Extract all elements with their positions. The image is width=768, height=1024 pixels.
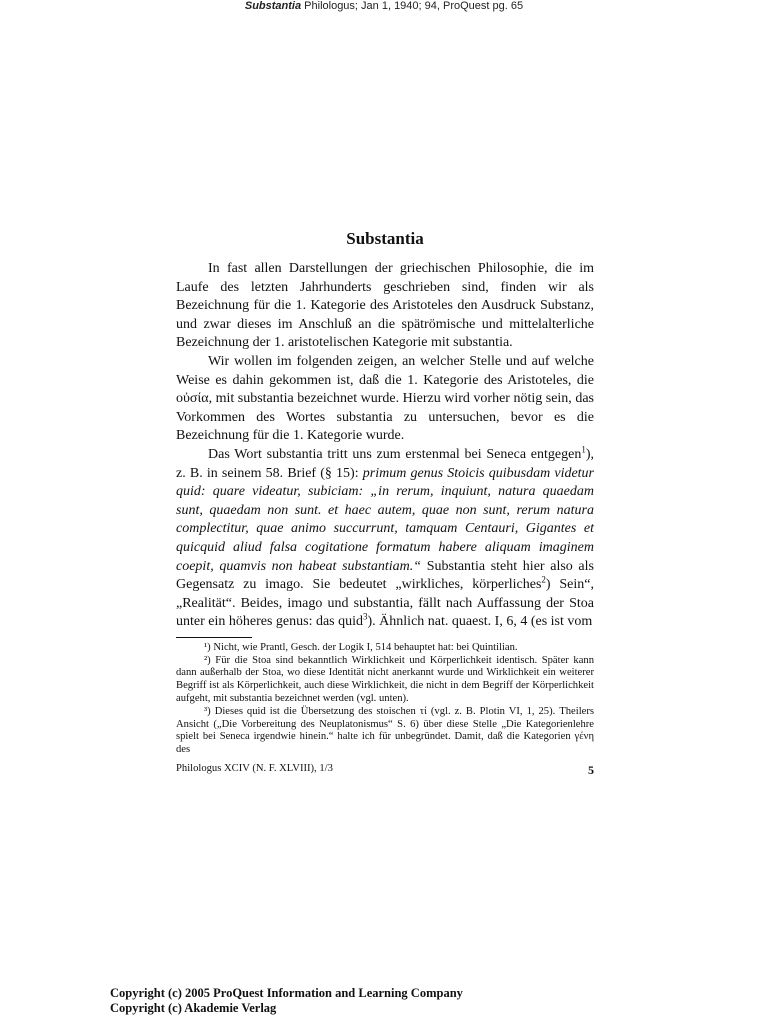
footnote-1: ¹) Nicht, wie Prantl, Gesch. der Logik I, 514 behauptet hat: bei Quintilian. [204,641,518,653]
header-title: Substantia [244,0,302,12]
page-footer [176,763,594,778]
footnote-ref-2[interactable]: 2 [541,574,546,585]
copyright-line-1: Copyright (c) 2005 ProQuest Information and Learning Company [110,986,463,1000]
header-citation: Philologus; Jan 1, 1940; 94, ProQuest pg. 65 [304,0,524,12]
copyright-notice [110,986,463,1016]
footnote-divider [176,637,252,638]
p3-text-e: ). Ähnlich nat. quaest. I, 6, 4 (es ist vom [367,614,593,630]
paragraph-1: In fast allen Darstellungen der griechischen Philosophie, die im Laufe des letzten Jahrhunderts geschrieben sind, finden wir als Bezeichnung für die 1. Kategorie des Aristoteles den Ausdruck Substanz, und zwar dieses im Anschluß an die spätrömische und mittelalterliche Bezeichnung der 1. aristotelischen Kategorie mit substantia. [176,261,594,351]
footnote-2: ²) Für die Stoa sind bekanntlich Wirklichkeit und Körperlichkeit identisch. Später kann dann außerhalb der Stoa, wo diese Identität nicht anerkannt wurde und Wirklichkeit ein weiterer Begriff ist als Körperlichkeit, auch diese Wirklichkeit, die nicht in dem Begriff der Körperlichkeit aufgeht, mit substantia bezeichnet werden (vgl. unten). [176,654,594,705]
journal-reference: Philologus XCIV (N. F. XLVIII), 1/3 [176,763,333,775]
page-number: 5 [588,763,594,778]
seneca-quote: primum genus Stoicis quibusdam videtur quid: quare videatur, subiciam: „in rerum, inquiunt, natura quaedam sunt, quaedam non sunt. et haec autem, quae non sunt, rerum natura complectitur, quae animo succurrunt, tamquam Centauri, Gigantes et quicquid aliud falsa cogitatione formatum habere aliquam imaginem coepit, quamvis non habeat substantiam.“ [176,465,595,574]
footnote-ref-3[interactable]: 3 [363,611,368,622]
p3-text-c: Substantia steht hier also als Gegensatz zu imago. Sie bedeutet „wirkliches, körperliches [176,558,594,593]
source-header [0,0,768,13]
footnote-3: ³) Dieses quid ist die Übersetzung des stoischen τί (vgl. z. B. Plotin VI, 1, 25). Theilers Ansicht („Die Vorbereitung des Neuplatonismus“ S. 6) über diese Stelle „Die Kategorienlehre spielt bei Seneca irgendwie hinein.“ halte ich für unbegründet. Damit, daß die Kategorien γένη des [176,705,594,756]
p3-text-d: ) Sein“, „Realität“. Beides, imago und substantia, fällt nach Auffassung der Stoa unter ein höheres genus: das quid [176,577,594,630]
p3-text-b: ), z. B. in seinem 58. Brief (§ 15): [176,446,594,481]
footnote-ref-1[interactable]: 1 [581,444,586,455]
p3-text-a: Das Wort substantia tritt uns zum erstenmal bei Seneca entgegen [208,446,582,462]
paragraph-3 [176,446,594,632]
article [176,228,594,778]
paragraph-2: Wir wollen im folgenden zeigen, an welcher Stelle und auf welche Weise es dahin gekommen ist, daß die 1. Kategorie des Aristoteles, die οὐσία, mit substantia bezeichnet wurde. Hierzu wird vorher nötig sein, das Vorkommen des Wortes substantia zu untersuchen, bevor es die Bezeichnung für die 1. Kategorie wurde. [176,353,594,444]
copyright-line-2: Copyright (c) Akademie Verlag [110,1001,277,1015]
article-title: Substantia [346,229,424,248]
